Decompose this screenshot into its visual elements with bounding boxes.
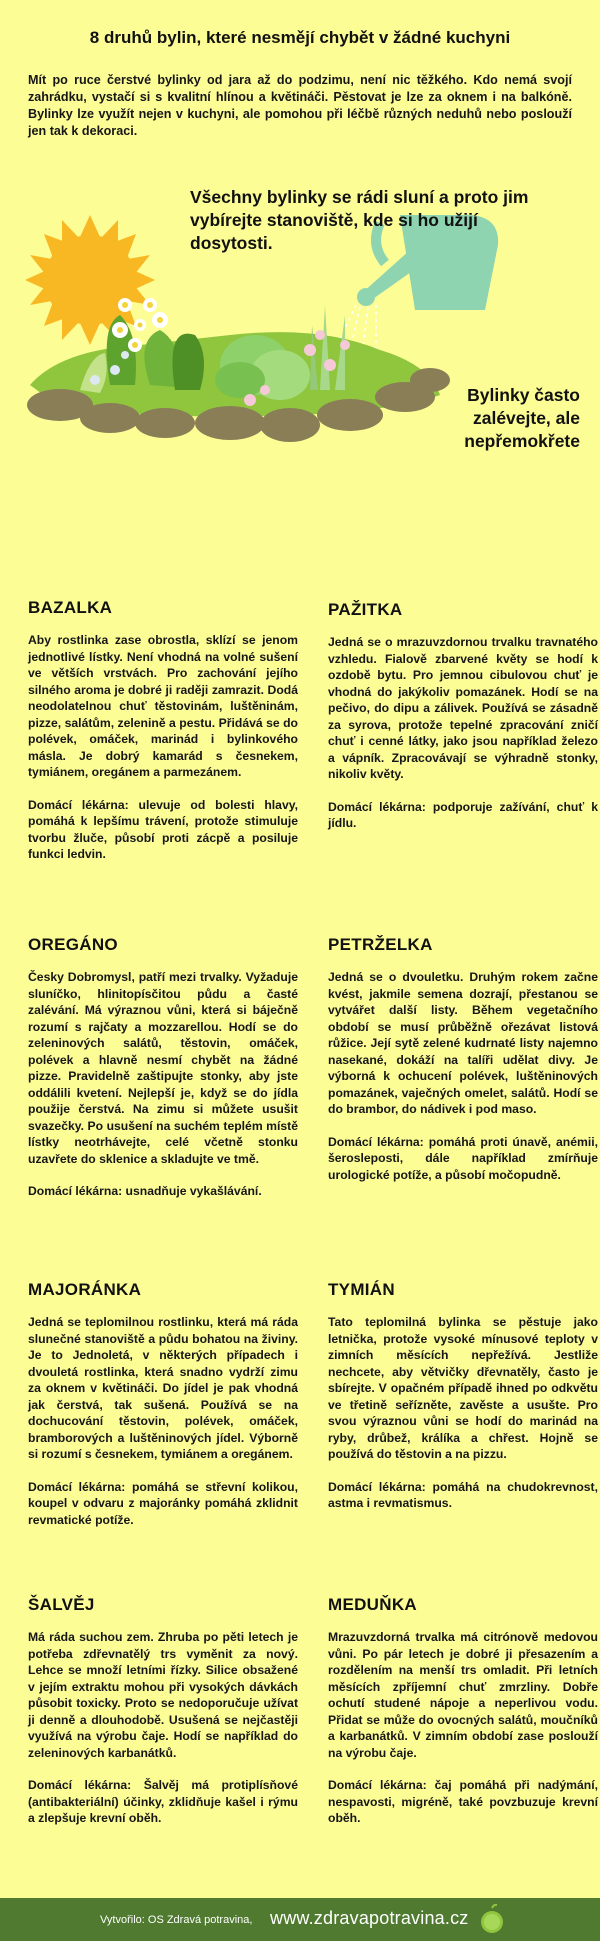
- herb-name: PAŽITKA: [328, 600, 403, 619]
- footer-credit: Vytvořilo: OS Zdravá potravina,: [100, 1914, 253, 1926]
- herb-card-tymian: [328, 1280, 598, 1512]
- sun-tip: Všechny bylinky se rádi sluní a proto jim vybírejte stanoviště, kde si ho užijí dosytosti.: [190, 187, 529, 253]
- herb-name: ŠALVĚJ: [28, 1595, 95, 1614]
- herb-remedy: Domácí lékárna: podporuje zažívání, chuť k jídlu.: [328, 799, 598, 830]
- herb-name: OREGÁNO: [28, 935, 118, 954]
- herb-description: Má ráda suchou zem. Zhruba po pěti letech je potřeba zdřevnatělý trs vyměnit za nový. Lehce se množí letními řízky. Silice obsažené v jejím extraktu mohou při vysokých dávkách působit toxicky. Proto se nedoporučuje užívat ji denně a dlouhodobě. Usušená se nejčastěji využívá na výrobu čaje. Hodí se například do zeleninových karbanátků.: [28, 1630, 298, 1760]
- herb-remedy: Domácí lékárna: usnadňuje vykašlávání.: [28, 1184, 262, 1198]
- footer: [0, 1898, 600, 1941]
- herb-description: Jedná se o mrazuvzdornou trvalku travnatého vzhledu. Fialově zbarvené květy se hodí k ozdobě bytu. Pro jemnou cibulovou chuť je vhodná do jakýkoliv pomazánek. Hodí se na pečivo, do dipu a zálivek. Používá se zásadně za syrova, protože tepelné zpracování zničí chuť i cenné látky, jako jsou například železo a vápník. Zpracovávají se výhradně stonky, nikoliv květy.: [328, 635, 598, 781]
- herb-remedy: Domácí lékárna: pomáhá na chudokrevnost, astma i revmatismus.: [328, 1479, 598, 1510]
- herb-name: MAJORÁNKA: [28, 1280, 142, 1299]
- apple-logo-icon: [479, 1904, 505, 1936]
- herb-description: Jedná se o dvouletku. Druhým rokem začne kvést, jakmile semena dozrají, přestanou se vytvářet další listy. Během vegetačního období se musí průběžně ořezávat listová růžice. Její sytě zelené kudrnaté listy najemno nasekané, dokáží na talíři udělat divy. Je výborná k ochucení polévek, luštěninových pomazánek, vaječných omelet, salátů. Hodí se do brambor, do nádivek i pod maso.: [328, 970, 598, 1116]
- herb-description: Česky Dobromysl, patří mezi trvalky. Vyžaduje sluníčko, hlinitopísčitou půdu a časté zalévání. Má výraznou vůni, která si báječně rozumí s rajčaty a mozzarellou. Hodí se do zeleninových salátů, těstovin, omáček, polévek a hlavně nesmí chybět na žádné pizze. Pravidelně zaštipujte stonky, aby jste oddálili kvetení. Nejlepší je, když se do jídla použije čerstvá. Na zimu si můžete usušit svazečky. Po usušení na suchém teplém místě lístky neotrhávejte, celé včetně stonku uzavřete do sklenice a skladujte ve tmě.: [28, 970, 298, 1166]
- herb-card-salvej: [28, 1595, 298, 1827]
- water-tip: Bylinky často zalévejte, ale nepřemokřete: [464, 385, 580, 451]
- herb-description: Aby rostlinka zase obrostla, sklízí se jenom jednotlivé lístky. Není vhodná na volné sušení ve větších vrstvách. Pro zachování jejího silného aroma je dobré ji raději zamrazit. Dodá neodolatelnou chuť těstovinám, luštěninám, pizze, salátům, zelenině a pestu. Přidává se do polévek, omáček, marinád i bylinkového másla. Je dobrý kamarád s česnekem, tymiánem, oregánem a parmezánem.: [28, 633, 298, 779]
- herb-card-petrzelka: [328, 935, 598, 1183]
- herb-remedy: Domácí lékárna: pomáhá se střevní kolikou, koupel v odvaru z majoránky pomáhá zklidnit revmatické potíže.: [28, 1479, 298, 1527]
- intro-text: Mít po ruce čerstvé bylinky od jara až do podzimu, není nic těžkého. Kdo nemá svojí zahrádku, vystačí si s kvalitní hlínou a květináči. Pěstovat je lze za oknem i na balkóně. Bylinky lze využít nejen v kuchyni, ale pomohou při léčbě různých neduhů nebo poslouží jen tak k dekoraci.: [28, 73, 572, 138]
- page-title: 8 druhů bylin, které nesmějí chybět v žádné kuchyni: [89, 28, 511, 47]
- herb-card-pazitka: [328, 600, 598, 832]
- herb-name: BAZALKA: [28, 598, 113, 617]
- herb-remedy: Domácí lékárna: ulevuje od bolesti hlavy, pomáhá k lepšímu trávení, protože stimuluje tvorbu žluče, působí proti zácpě a posiluje funkci ledvin.: [28, 797, 298, 861]
- herb-remedy: Domácí lékárna: pomáhá proti únavě, anémii, šerosleposti, dále například zmírňuje urologické potíže, a působí močopudně.: [328, 1134, 598, 1182]
- herb-name: TYMIÁN: [328, 1280, 395, 1299]
- herb-name: MEDUŇKA: [328, 1595, 417, 1614]
- herb-remedy: Domácí lékárna: Šalvěj má protiplísňové (antibakteriální) účinky, zklidňuje kašel i rýmu a zlepšuje krevní oběh.: [28, 1778, 298, 1825]
- footer-website-link[interactable]: www.zdravapotravina.cz: [270, 1908, 469, 1928]
- herb-card-majoranka: [28, 1280, 298, 1528]
- herb-card-oregano: [28, 935, 298, 1200]
- herb-description: Tato teplomilná bylinka se pěstuje jako letnička, protože vysoké mínusové teploty v zimních měsících nepřežívá. Jestliže nechcete, aby větvičky dřevnatěly, často je sbírejte. V opačném případě ihned po odkvětu ve třetině seřízněte, zavěste a usušte. Pro svou výraznou vůni se hodí do marinád na ryby, drůbež, králíka a chřest. Hojně se používá do těstovin a na pizzu.: [328, 1315, 598, 1461]
- herb-card-bazalka: [28, 598, 298, 863]
- herb-description: Mrazuvzdorná trvalka má citrónově medovou vůni. Po pár letech je dobré ji přesazením a rozdělením na menší trs omladit. Při letních měsících zpříjemní chuť zmrzliny. Dobře ochutí studené nápoje a neperlivou vodu. Přidat se může do ovocných salátů, moučníků a karbanátků. V zimním období zase poslouží na výrobu čaje.: [328, 1630, 598, 1760]
- herb-name: PETRŽELKA: [328, 935, 433, 954]
- herb-card-medunka: [328, 1595, 598, 1827]
- herb-remedy: Domácí lékárna: čaj pomáhá při nadýmání, nespavosti, migréně, také povzbuzuje krevní oběh.: [328, 1778, 598, 1825]
- herb-description: Jedná se teplomilnou rostlinku, která má ráda slunečné stanoviště a půdu bohatou na živiny. Je to Jednoletá, v některých případech i dvouletá rostlinka, která snadno vydrží zimu za oknem v květináči. Do jídel je pak vhodná jak čerstvá, tak sušená. Používá se na dochucování těstovin, polévek, omáček, bramborových a luštěninových jídel. Výborně si rozumí s česnekem, tymiánem a oregánem.: [28, 1315, 298, 1461]
